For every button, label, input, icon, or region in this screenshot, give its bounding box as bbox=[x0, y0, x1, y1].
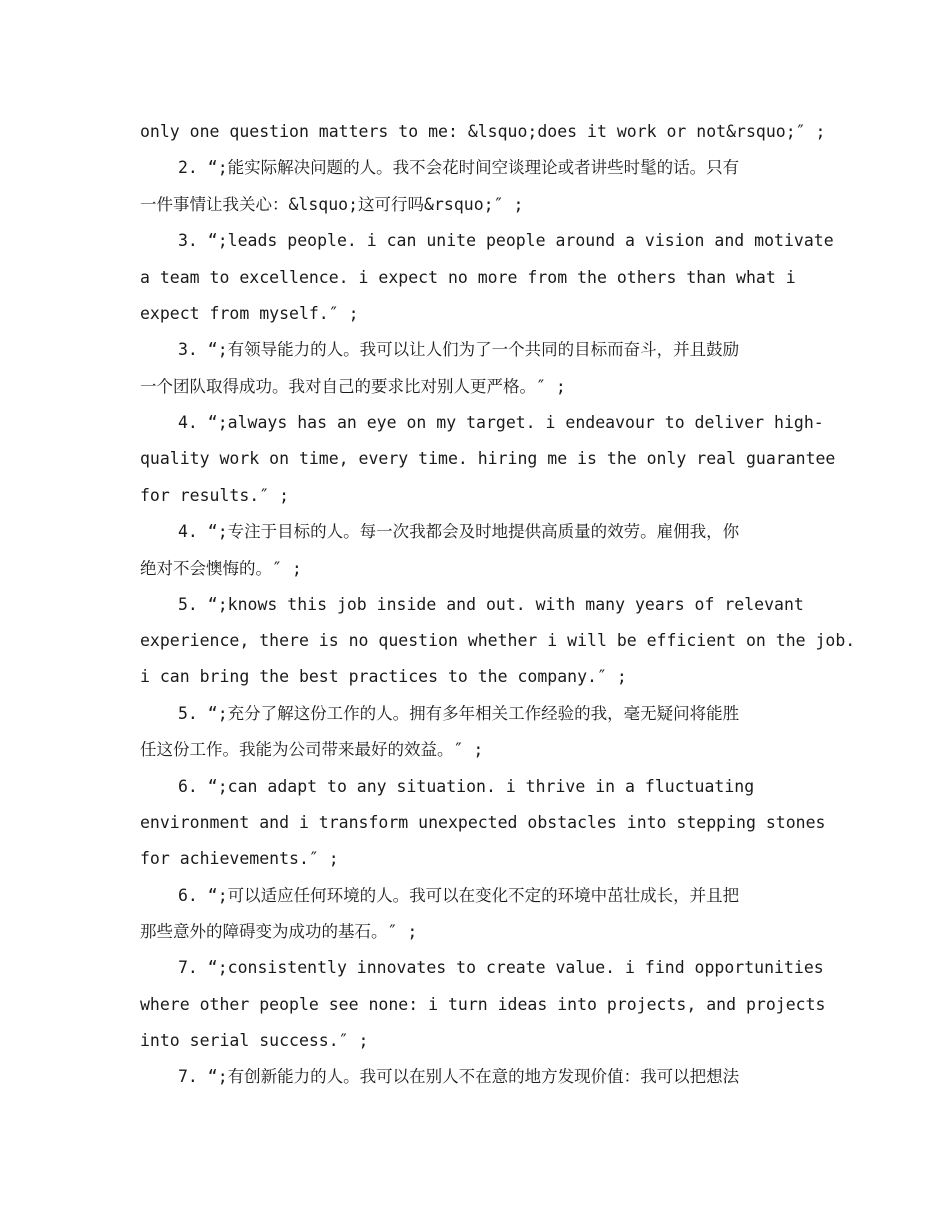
text-line: 那些意外的障碍变为成功的基石。″ ; bbox=[140, 922, 418, 941]
text-line: 任这份工作。我能为公司带来最好的效益。″ ; bbox=[140, 740, 484, 759]
text-line: 绝对不会懊悔的。″ ; bbox=[140, 559, 302, 578]
list-item-start: 4. “;always has an eye on my target. i endeavour to deliver high- bbox=[178, 413, 824, 432]
list-item-start: 7. “;有创新能力的人。我可以在别人不在意的地方发现价值：我可以把想法 bbox=[178, 1067, 740, 1086]
list-item-start: 7. “;consistently innovates to create value. i find opportunities bbox=[178, 958, 824, 977]
text-line: expect from myself.″ ; bbox=[140, 304, 359, 323]
text-line: 一个团队取得成功。我对自己的要求比对别人更严格。″ ; bbox=[140, 377, 566, 396]
list-item-start: 3. “;leads people. i can unite people around a vision and motivate bbox=[178, 231, 834, 250]
text-line: experience, there is no question whether i will be efficient on the job. bbox=[140, 631, 856, 650]
list-item-start: 5. “;knows this job inside and out. with many years of relevant bbox=[178, 595, 804, 614]
text-line: for results.″ ; bbox=[140, 486, 290, 505]
text-line: quality work on time, every time. hiring me is the only real guarantee bbox=[140, 449, 836, 468]
text-line: i can bring the best practices to the company.″ ; bbox=[140, 667, 627, 686]
text-line: for achievements.″ ; bbox=[140, 849, 339, 868]
list-item-start: 5. “;充分了解这份工作的人。拥有多年相关工作经验的我，毫无疑问将能胜 bbox=[178, 704, 740, 723]
list-item-start: 3. “;有领导能力的人。我可以让人们为了一个共同的目标而奋斗，并且鼓励 bbox=[178, 340, 740, 359]
text-line: where other people see none: i turn ideas into projects, and projects bbox=[140, 995, 826, 1014]
list-item-start: 2. “;能实际解决问题的人。我不会花时间空谈理论或者讲些时髦的话。只有 bbox=[178, 158, 740, 177]
list-item-start: 6. “;可以适应任何环境的人。我可以在变化不定的环境中茁壮成长，并且把 bbox=[178, 886, 740, 905]
text-line: into serial success.″ ; bbox=[140, 1031, 369, 1050]
text-line: 一件事情让我关心：&lsquo;这可行吗&rsquo;″ ; bbox=[140, 195, 524, 214]
text-line: only one question matters to me: &lsquo;does it work or not&rsquo;″ ; bbox=[140, 122, 826, 141]
text-line: a team to excellence. i expect no more from the others than what i bbox=[140, 268, 796, 287]
text-line: environment and i transform unexpected obstacles into stepping stones bbox=[140, 813, 826, 832]
list-item-start: 4. “;专注于目标的人。每一次我都会及时地提供高质量的效劳。雇佣我，你 bbox=[178, 522, 740, 541]
list-item-start: 6. “;can adapt to any situation. i thrive in a fluctuating bbox=[178, 777, 755, 796]
